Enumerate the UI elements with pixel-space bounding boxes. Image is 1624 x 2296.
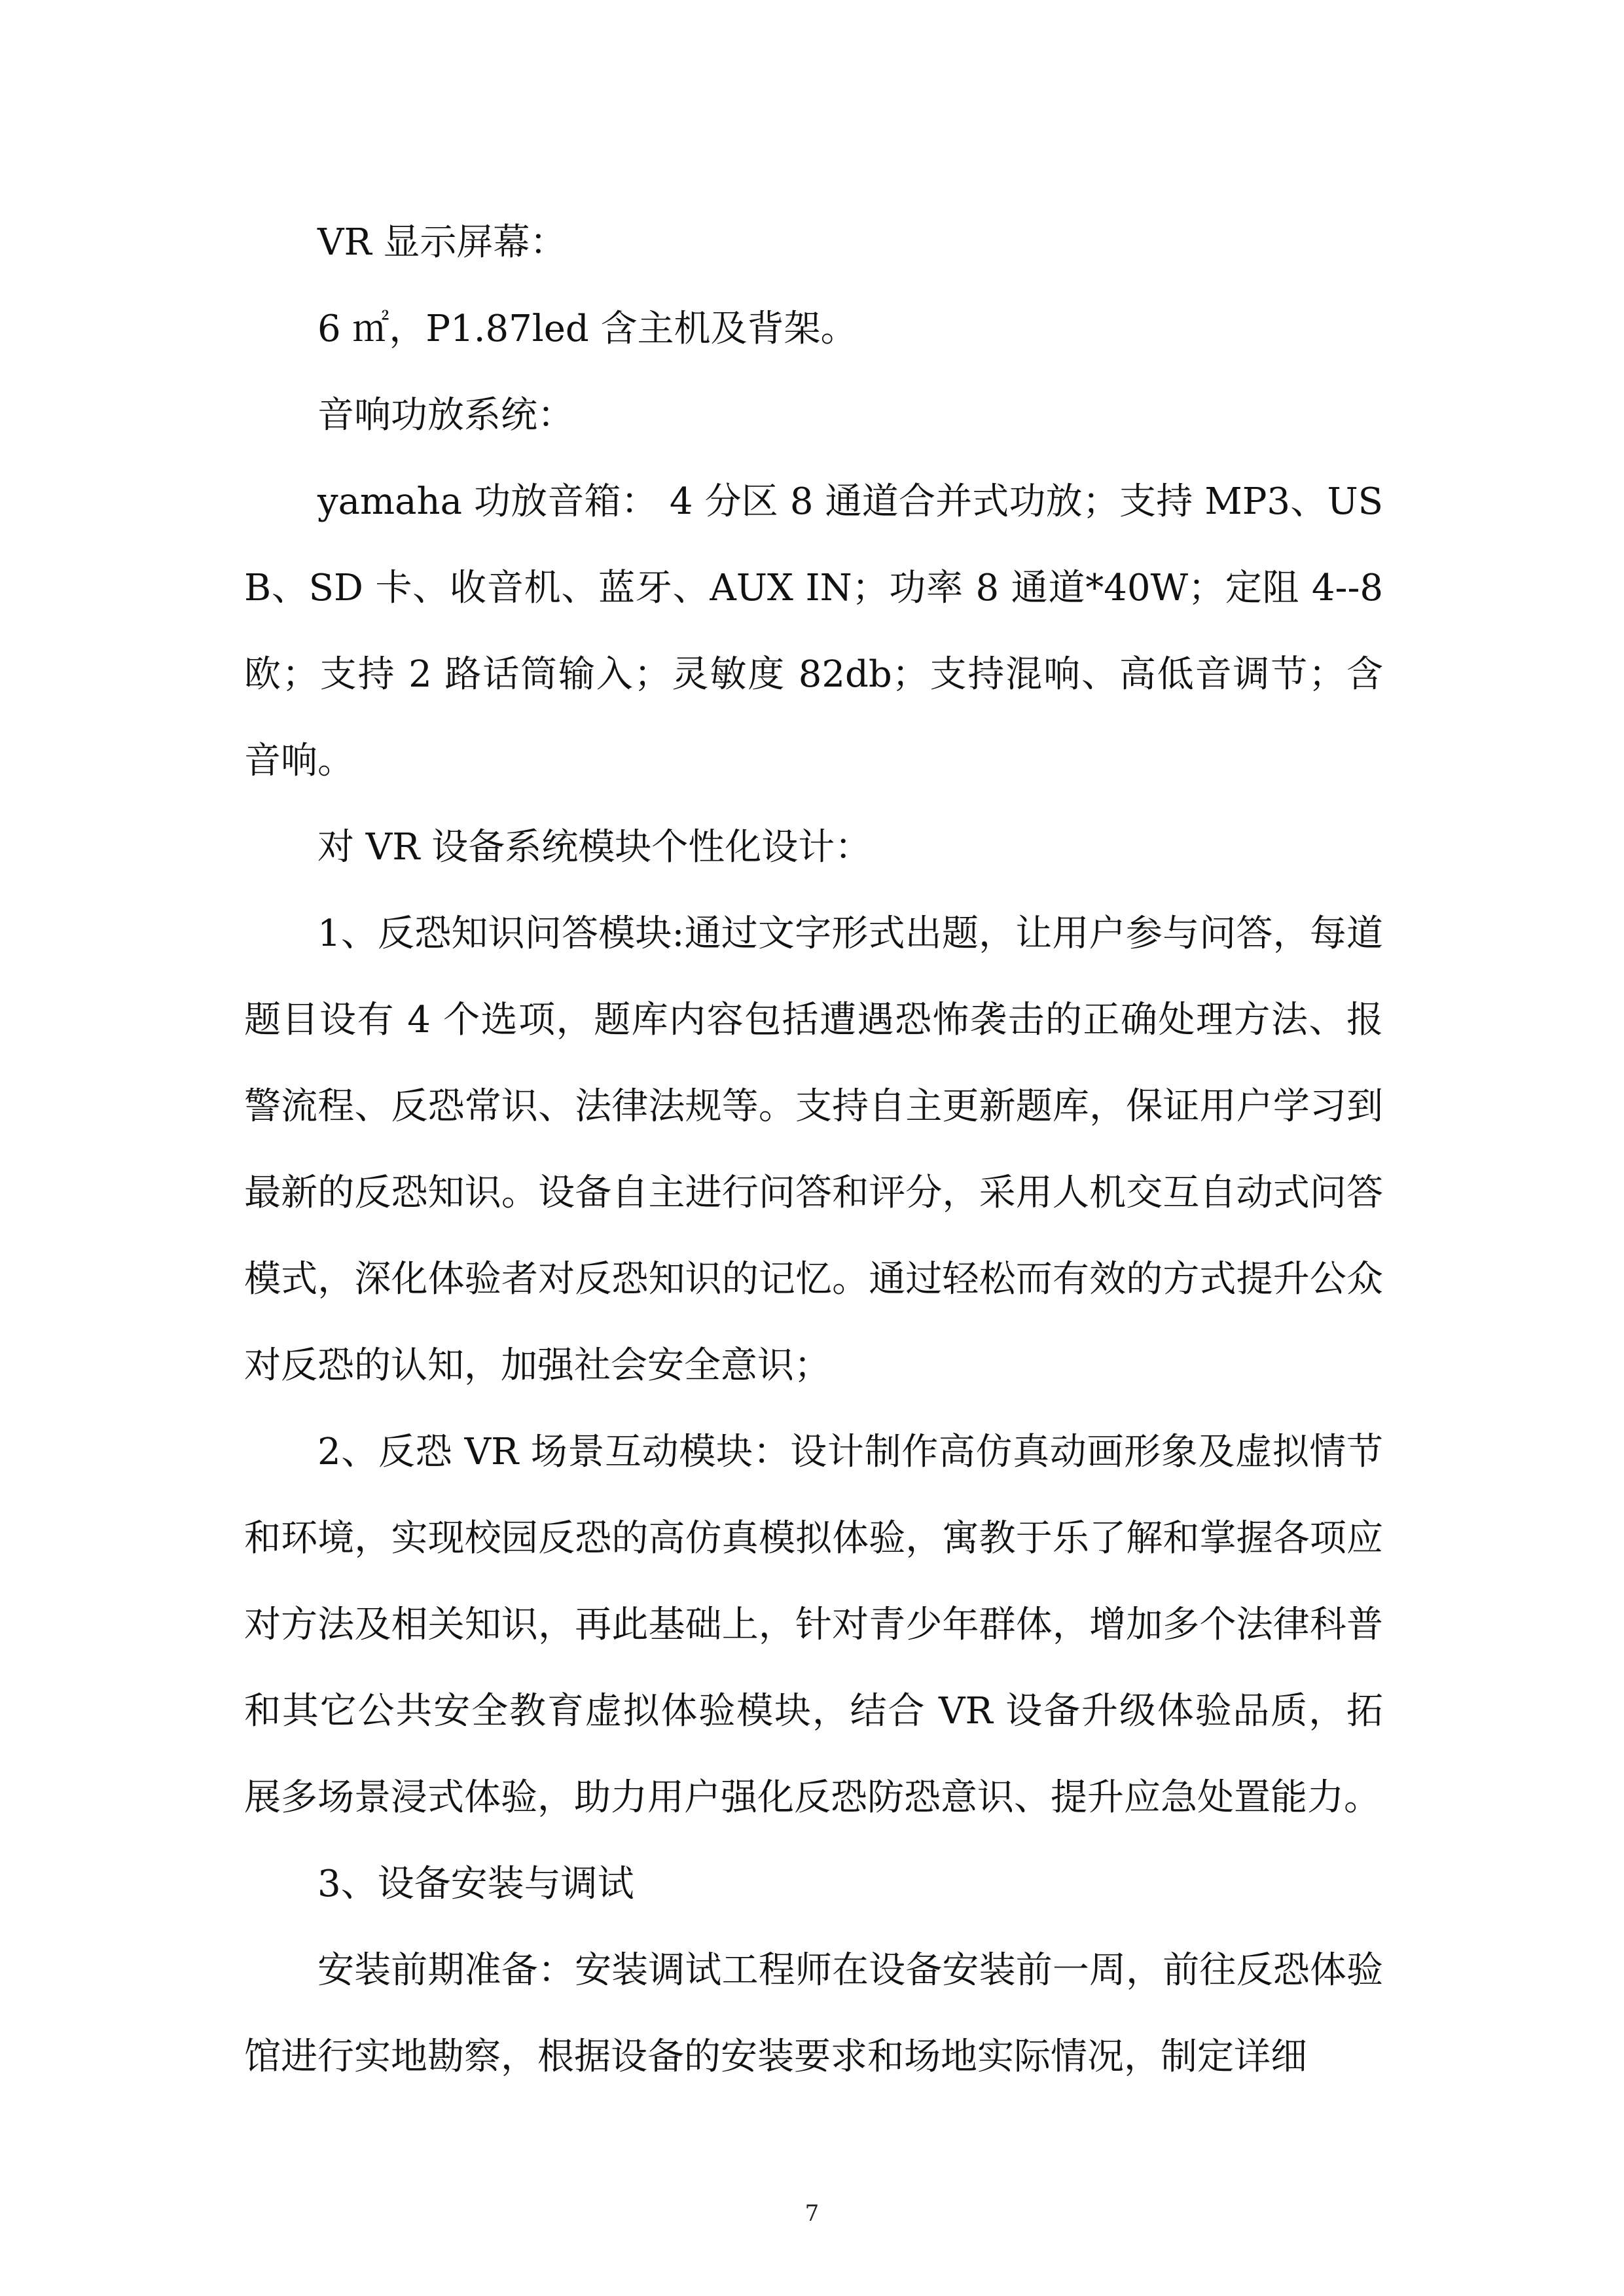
document-body: [244, 200, 1383, 2100]
paragraph-vr-screen-spec: 6 ㎡，P1.87led 含主机及背架。: [317, 308, 857, 350]
paragraph-installation-prep: 安装前期准备：安装调试工程师在设备安装前一周，前往反恐体验馆进行实地勘察，根据设备的安装要求和场地实际情况，制定详细: [244, 1949, 1383, 2078]
paragraph-installation-heading: 3、设备安装与调试: [317, 1863, 634, 1905]
paragraph-audio-spec: yamaha 功放音箱： 4 分区 8 通道合并式功放；支持 MP3、USB、SD 卡、收音机、蓝牙、AUX IN；功率 8 通道*40W；定阻 4--8 欧；支持 2 路话筒输入；灵敏度 82db；支持混响、高低音调节；含音响。: [244, 480, 1383, 782]
paragraph-vr-scene-module: 2、反恐 VR 场景互动模块：设计制作高仿真动画形象及虚拟情节和环境，实现校园反恐的高仿真模拟体验，寓教于乐了解和掌握各项应对方法及相关知识，再此基础上，针对青少年群体，增加多个法律科普和其它公共安全教育虚拟体验模块，结合 VR 设备升级体验品质，拓展多场景浸式体验，助力用户强化反恐防恐意识、提升应急处置能力。: [244, 1431, 1383, 1819]
paragraph-quiz-module: 1、反恐知识问答模块:通过文字形式出题，让用户参与问答，每道题目设有 4 个选项，题库内容包括遭遇恐怖袭击的正确处理方法、报警流程、反恐常识、法律法规等。支持自主更新题库，保证用户学习到最新的反恐知识。设备自主进行问答和评分，采用人机交互自动式问答模式，深化体验者对反恐知识的记忆。通过轻松而有效的方式提升公众对反恐的认知，加强社会安全意识；: [244, 912, 1383, 1387]
page-number: 7: [804, 2200, 820, 2227]
paragraph-module-design-heading: 对 VR 设备系统模块个性化设计：: [317, 826, 872, 869]
paragraph-vr-screen-heading: VR 显示屏幕：: [317, 221, 567, 264]
paragraph-audio-heading: 音响功放系统：: [317, 394, 574, 437]
